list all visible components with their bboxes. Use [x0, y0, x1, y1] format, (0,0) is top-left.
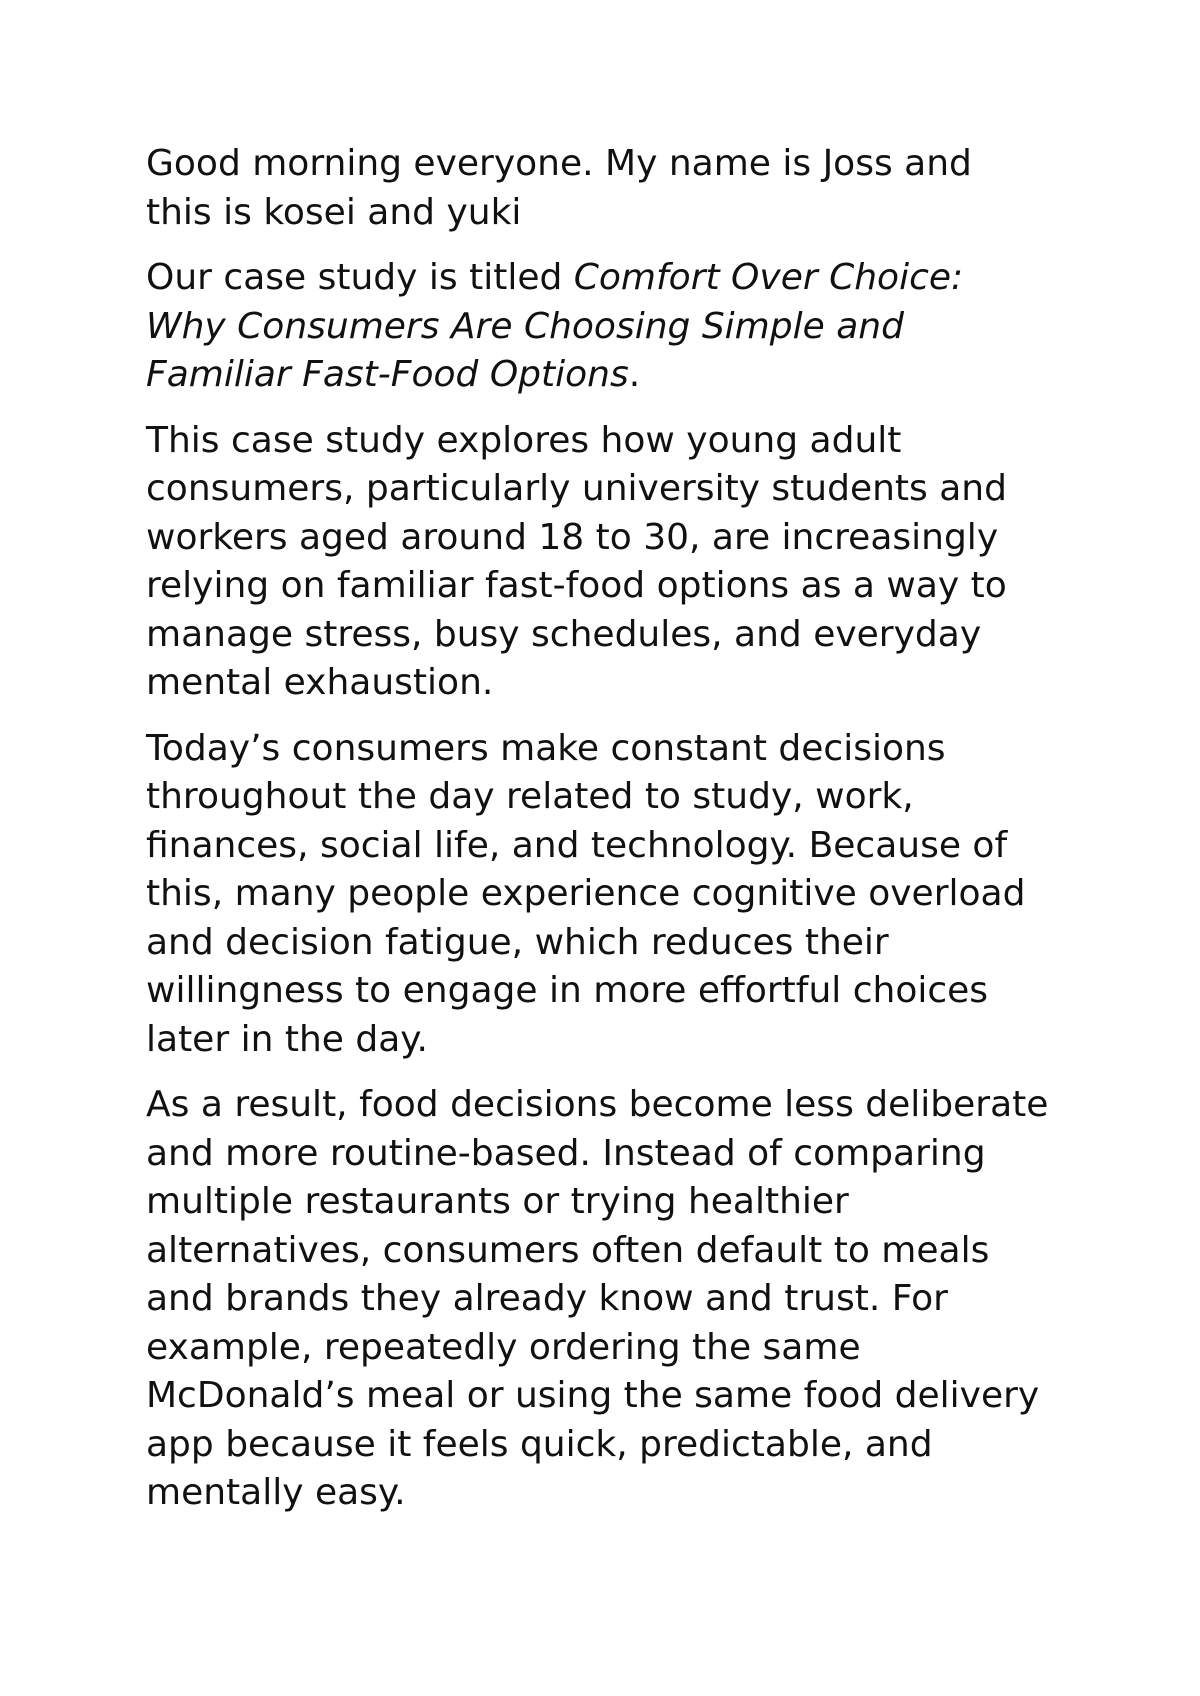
document-body: [146, 140, 1086, 1535]
text-line: willingness to engage in more effortful choices: [146, 970, 989, 1011]
title-intro-text: Our case study is titled: [146, 257, 574, 298]
paragraph-decision-fatigue: [146, 725, 1086, 1065]
paragraph-overview: [146, 417, 1086, 708]
case-study-title-part: Comfort Over Choice:: [573, 257, 964, 298]
text-line: This case study explores how young adult: [146, 419, 902, 461]
text-line: example, repeatedly ordering the same: [146, 1326, 861, 1368]
text-line: mentally easy.: [146, 1472, 406, 1513]
paragraph-routine-choices: [146, 1081, 1086, 1518]
text-line: this is kosei and yuki: [146, 191, 522, 233]
text-line: consumers, particularly university students and: [146, 468, 1007, 509]
text-line: McDonald’s meal or using the same food delivery: [146, 1375, 1040, 1416]
text-line: Good morning everyone. My name is Joss and: [146, 143, 972, 184]
paragraph-greeting: [146, 140, 1086, 237]
case-study-title-part: Familiar Fast-Food Options: [146, 354, 629, 395]
text-line: app because it feels quick, predictable, and: [146, 1423, 933, 1465]
case-study-title-part: Why Consumers Are Choosing Simple and: [146, 305, 904, 347]
text-line: relying on familiar fast-food options as a way to: [146, 565, 1007, 606]
text-line: alternatives, consumers often default to meals: [146, 1229, 990, 1271]
text-line: As a result, food decisions become less deliberate: [146, 1084, 1049, 1125]
text-line: workers aged around 18 to 30, are increasingly: [146, 516, 999, 558]
text-line: [146, 351, 1086, 400]
title-period: .: [628, 354, 641, 395]
text-line: manage stress, busy schedules, and everyday: [146, 613, 982, 655]
text-line: Today’s consumers make constant decisions: [146, 727, 946, 769]
text-line: this, many people experience cognitive overload: [146, 873, 1026, 914]
text-line: finances, social life, and technology. Because of: [146, 824, 1008, 866]
text-line: later in the day.: [146, 1018, 428, 1060]
text-line: throughout the day related to study, work,: [146, 776, 914, 817]
text-line: and more routine-based. Instead of comparing: [146, 1132, 986, 1174]
text-line: mental exhaustion.: [146, 662, 494, 703]
text-line: [146, 254, 1086, 303]
text-line: multiple restaurants or trying healthier: [146, 1181, 849, 1222]
text-line: and decision fatigue, which reduces their: [146, 921, 889, 963]
paragraph-case-study-title: [146, 254, 1086, 400]
text-line: and brands they already know and trust. For: [146, 1278, 948, 1319]
